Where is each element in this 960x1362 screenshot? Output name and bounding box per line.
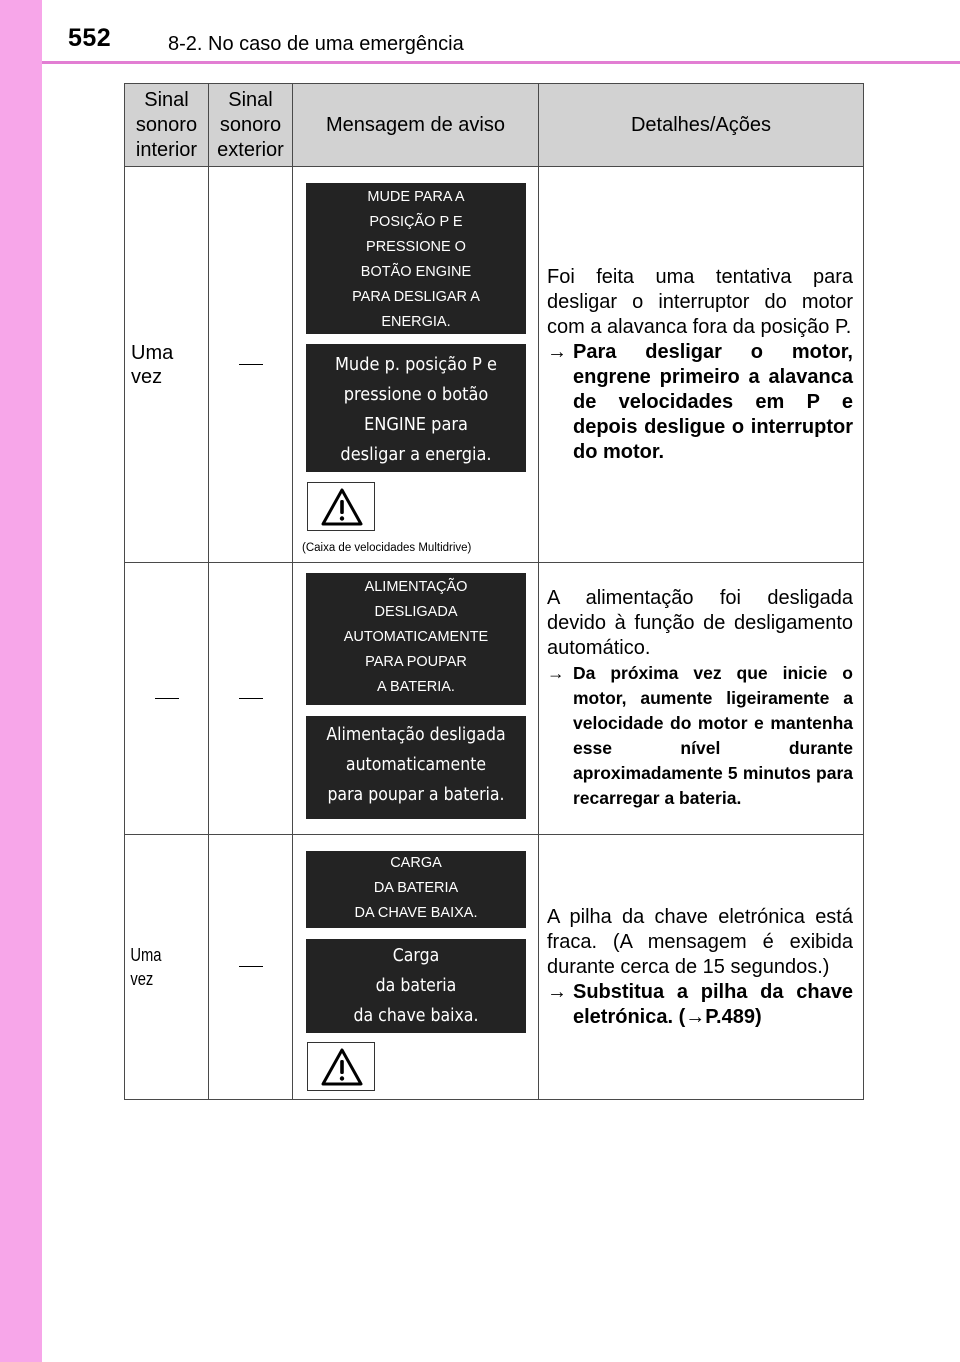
dash-none bbox=[239, 698, 263, 699]
interior-beep-cell bbox=[125, 563, 209, 835]
transmission-caption: (Caixa de velocidades Multidrive) bbox=[302, 542, 472, 554]
warning-triangle-icon bbox=[320, 1047, 364, 1087]
detail-description: A pilha da chave eletrónica está fraca. (A mensagem é exibida durante cerca de 15 segundos.) bbox=[547, 905, 853, 978]
exterior-beep-cell bbox=[209, 563, 293, 835]
detail-description: Foi feita uma tentativa para desligar o interruptor do motor com a alavanca fora da posição P. bbox=[547, 265, 853, 338]
details-actions-cell bbox=[539, 167, 864, 563]
side-color-strip bbox=[0, 0, 42, 1362]
details-actions-cell bbox=[539, 563, 864, 835]
interior-beep-cell: Uma vez bbox=[125, 167, 209, 563]
warning-message-cell bbox=[293, 563, 539, 835]
arrow-right-icon: → bbox=[547, 980, 567, 1003]
dash-none bbox=[239, 364, 263, 365]
table-row bbox=[125, 563, 864, 835]
warning-message-cell bbox=[293, 835, 539, 1100]
arrow-right-icon: → bbox=[547, 663, 565, 683]
table-row bbox=[125, 835, 864, 1100]
dash-none bbox=[155, 698, 179, 699]
display-message-caps: CARGA DA BATERIA DA CHAVE BAIXA. bbox=[306, 851, 526, 928]
exterior-beep-cell bbox=[209, 167, 293, 563]
header-warning-message: Mensagem de aviso bbox=[293, 84, 539, 167]
details-actions-cell bbox=[539, 835, 864, 1100]
header-band bbox=[0, 0, 960, 64]
interior-beep-cell: Uma vez bbox=[125, 835, 194, 1100]
display-message-caps: ALIMENTAÇÃO DESLIGADA AUTOMATICAMENTE PARA POUPAR A BATERIA. bbox=[306, 573, 526, 705]
display-message-script: Mude p. posição P e pressione o botão ENGINE para desligar a energia. bbox=[306, 344, 526, 472]
detail-description: A alimentação foi desligada devido à função de desligamento automático. bbox=[547, 587, 853, 659]
warning-triangle-icon bbox=[320, 487, 364, 527]
detail-action: → Substitua a pilha da chave eletrónica. (→P.489) bbox=[547, 980, 853, 1028]
header-interior-beep: Sinal sonoro interior bbox=[125, 84, 209, 167]
warning-message-cell bbox=[293, 167, 539, 563]
display-message-caps: MUDE PARA A POSIÇÃO P E PRESSIONE O BOTÃO ENGINE PARA DESLIGAR A ENERGIA. bbox=[306, 183, 526, 334]
display-message-script: Carga da bateria da chave baixa. bbox=[306, 939, 526, 1033]
arrow-right-icon: → bbox=[547, 340, 567, 363]
detail-action: → Da próxima vez que inicie o motor, aumente ligeiramente a velocidade do motor e mantenha esse nível durante aproximadamente 5 minutos para recarregar a bateria. bbox=[547, 663, 853, 808]
table-row bbox=[125, 167, 864, 563]
page-number: 552 bbox=[68, 24, 112, 52]
display-message-script: Alimentação desligada automaticamente para poupar a bateria. bbox=[306, 716, 526, 819]
warning-icon-box bbox=[307, 1042, 375, 1091]
header-exterior-beep: Sinal sonoro exterior bbox=[209, 84, 293, 167]
detail-action: → Para desligar o motor, engrene primeiro a alavanca de velocidades em P e depois desligue o interruptor do motor. bbox=[547, 340, 853, 463]
exterior-beep-cell bbox=[209, 835, 293, 1100]
section-title: 8-2. No caso de uma emergência bbox=[168, 33, 464, 55]
warning-messages-table bbox=[124, 83, 864, 1100]
header-details-actions: Detalhes/Ações bbox=[539, 84, 864, 167]
table-header-row bbox=[125, 84, 864, 167]
warning-icon-box bbox=[307, 482, 375, 531]
dash-none bbox=[239, 966, 263, 967]
